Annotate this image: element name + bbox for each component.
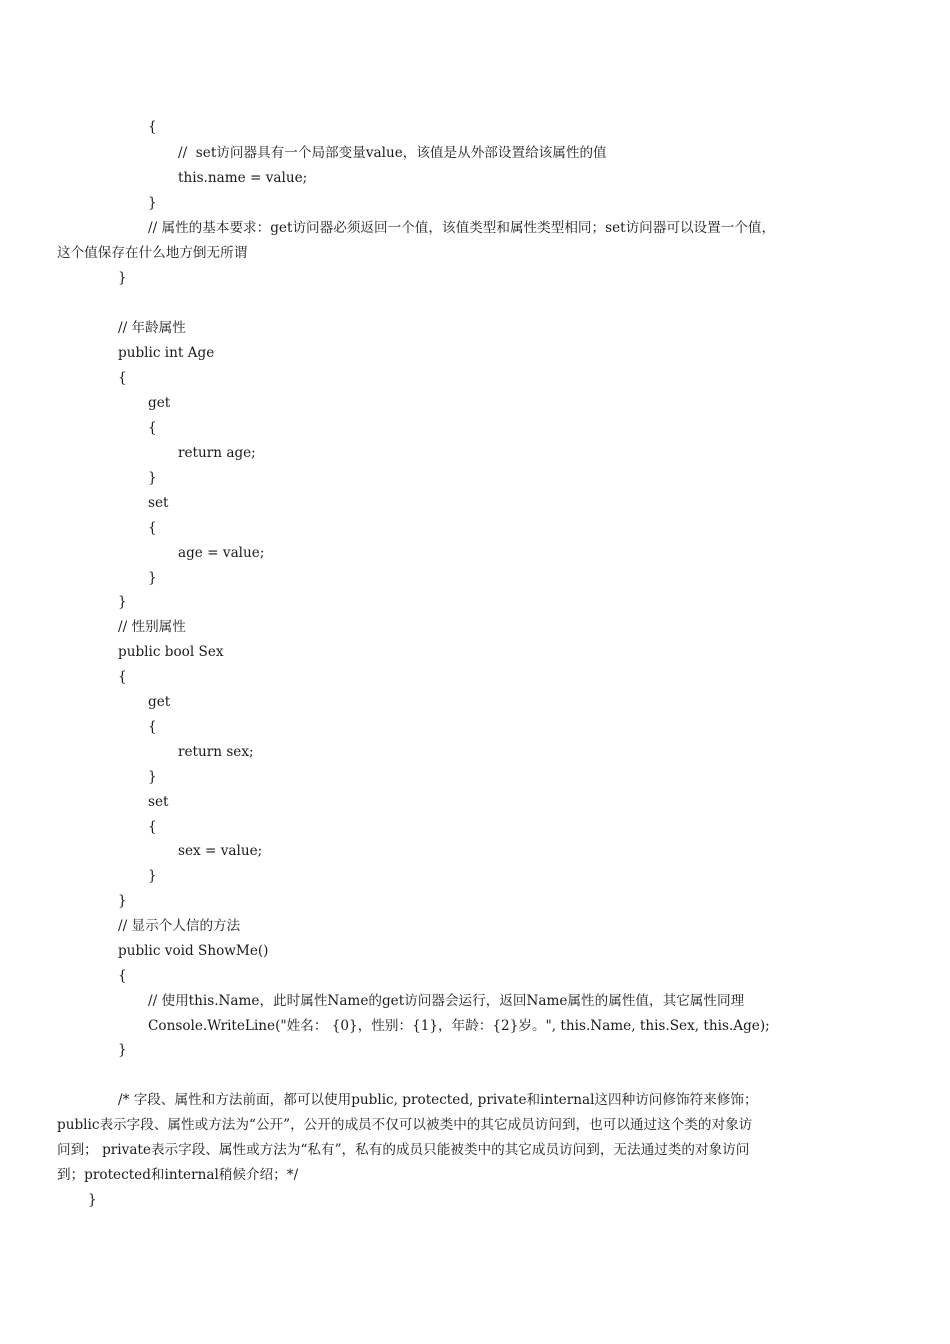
code-line: } xyxy=(148,570,157,586)
code-line: sex = value; xyxy=(178,843,263,859)
code-line: public int Age xyxy=(118,345,215,361)
code-comment: 到；protected和internal稍候介绍；*/ xyxy=(57,1167,299,1183)
code-line: public bool Sex xyxy=(118,644,224,660)
code-line: set xyxy=(148,495,169,511)
code-line: this.name = value; xyxy=(178,170,308,186)
code-line: } xyxy=(118,1042,127,1058)
code-line: { xyxy=(148,520,157,536)
code-line: { xyxy=(148,420,157,436)
code-comment: // set访问器具有一个局部变量value，该值是从外部设置给该属性的值 xyxy=(178,145,607,161)
code-line: } xyxy=(118,893,127,909)
code-line: get xyxy=(148,395,171,411)
code-line: } xyxy=(118,270,127,286)
code-line: { xyxy=(148,719,157,735)
code-line: age = value; xyxy=(178,545,265,561)
code-line: { xyxy=(118,370,127,386)
code-line: { xyxy=(148,819,157,835)
code-line: } xyxy=(88,1192,97,1208)
code-comment: // 年龄属性 xyxy=(118,320,186,336)
code-comment: public表示字段、属性或方法为“公开”，公开的成员不仅可以被类中的其它成员访问到，也可以通过这个类的对象访 xyxy=(57,1117,753,1133)
code-line: { xyxy=(118,968,127,984)
code-comment: // 属性的基本要求：get访问器必须返回一个值，该值类型和属性类型相同；set访问器可以设置一个值， xyxy=(148,220,776,236)
code-line: { xyxy=(148,119,157,135)
code-comment: // 显示个人信的方法 xyxy=(118,918,241,934)
code-line: { xyxy=(118,669,127,685)
code-line: } xyxy=(148,470,157,486)
code-comment: // 使用this.Name，此时属性Name的get访问器会运行，返回Name属性的属性值，其它属性同理 xyxy=(148,993,745,1009)
code-line: } xyxy=(118,594,127,610)
code-comment: /* 字段、属性和方法前面，都可以使用public, protected, private和internal这四种访问修饰符来修饰； xyxy=(118,1092,758,1108)
code-comment: 这个值保存在什么地方倒无所谓 xyxy=(57,245,248,261)
code-comment: // 性别属性 xyxy=(118,619,186,635)
code-line: } xyxy=(148,769,157,785)
code-line: } xyxy=(148,868,157,884)
code-line: get xyxy=(148,694,171,710)
code-line: public void ShowMe() xyxy=(118,943,269,959)
code-comment: 问到； private表示字段、属性或方法为“私有”，私有的成员只能被类中的其它成员访问到，无法通过类的对象访问 xyxy=(57,1142,750,1158)
code-line: Console.WriteLine("姓名： {0}，性别：{1}，年龄：{2}岁。", this.Name, this.Sex, this.Age); xyxy=(148,1018,770,1034)
code-line: return age; xyxy=(178,445,256,461)
code-line: return sex; xyxy=(178,744,254,760)
code-line: } xyxy=(148,195,157,211)
code-line: set xyxy=(148,794,169,810)
